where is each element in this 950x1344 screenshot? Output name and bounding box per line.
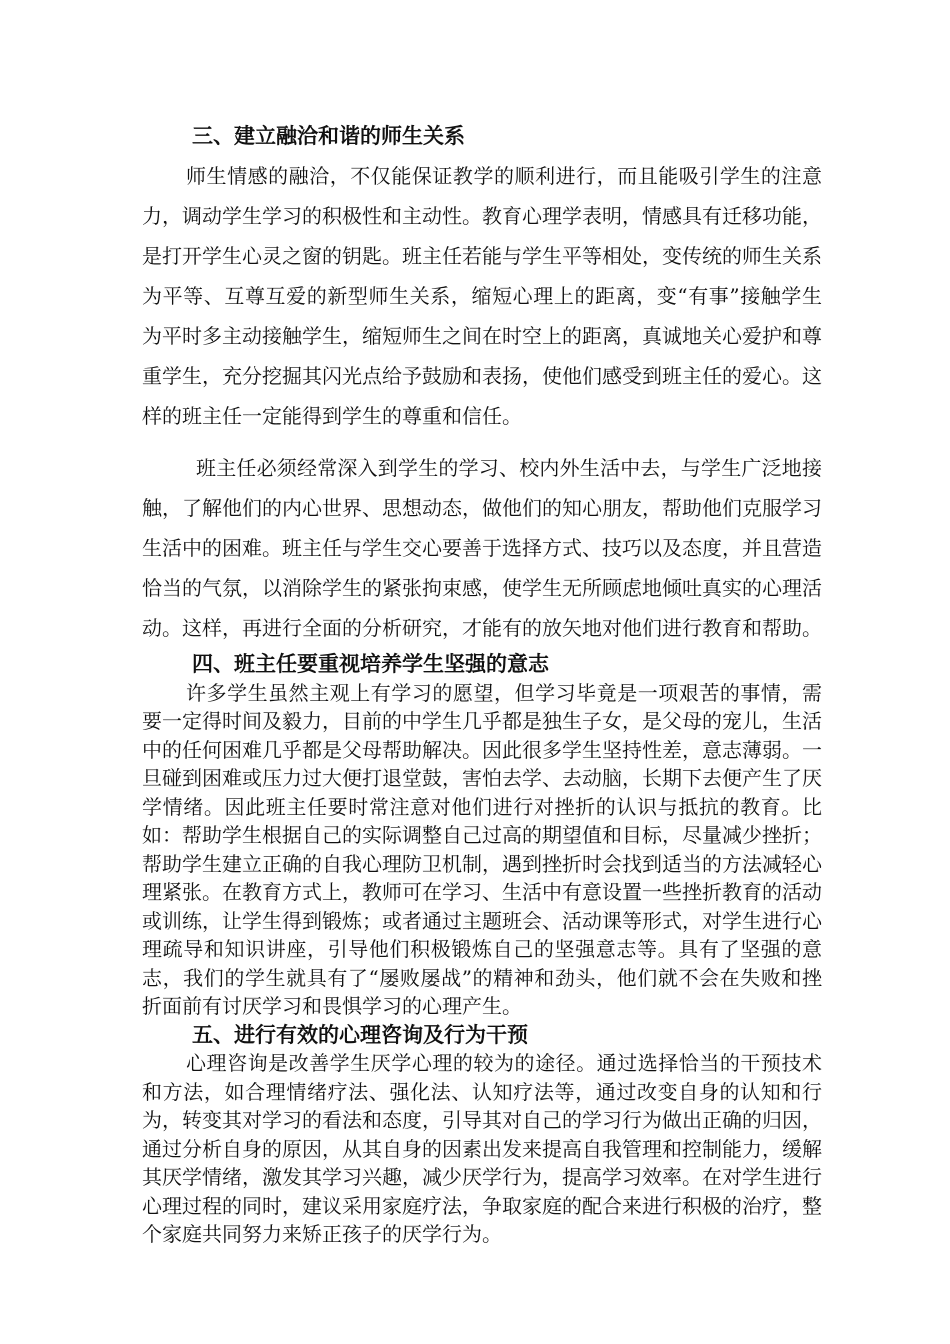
section-heading-5: 五、进行有效的心理咨询及行为干预 (192, 1022, 528, 1047)
section-heading-3: 三、建立融洽和谐的师生关系 (192, 124, 465, 148)
section-3-paragraph-1: 师生情感的融洽，不仅能保证教学的顺利进行，而且能吸引学生的注意力，调动学生学习的积极性和主动性。教育心理学表明，情感具有迁移功能，是打开学生心灵之窗的钥匙。班主任若能与学生平等相处，变传统的师生关系为平等、互尊互爱的新型师生关系，缩短心理上的距离，变“有事”接触学生为平时多主动接触学生，缩短师生之间在时空上的距离，真诚地关心爱护和尊重学生，充分挖掘其闪光点给予鼓励和表扬，使他们感受到班主任的爱心。这样的班主任一定能得到学生的尊重和信任。 (142, 164, 822, 428)
section-3-paragraph-2: 班主任必须经常深入到学生的学习、校内外生活中去，与学生广泛地接触，了解他们的内心世界、思想动态，做他们的知心朋友，帮助他们克服学习生活中的困难。班主任与学生交心要善于选择方式、技巧以及态度，并且营造恰当的气氛，以消除学生的紧张拘束感，使学生无所顾虑地倾吐真实的心理活动。这样，再进行全面的分析研究，才能有的放矢地对他们进行教育和帮助。 (142, 456, 822, 640)
section-4-paragraph-1: 许多学生虽然主观上有学习的愿望，但学习毕竟是一项艰苦的事情，需要一定得时间及毅力，目前的中学生几乎都是独生子女，是父母的宠儿，生活中的任何困难几乎都是父母帮助解决。因此很多学生坚持性差，意志薄弱。一旦碰到困难或压力过大便打退堂鼓，害怕去学、去动脑，长期下去便产生了厌学情绪。因此班主任要时常注意对他们进行对挫折的认识与抵抗的教育。比如：帮助学生根据自己的实际调整自己过高的期望值和目标，尽量减少挫折；帮助学生建立正确的自我心理防卫机制，遇到挫折时会找到适当的方法减轻心理紧张。在教育方式上，教师可在学习、生活中有意设置一些挫折教育的活动或训练，让学生得到锻炼；或者通过主题班会、活动课等形式，对学生进行心理疏导和知识讲座，引导他们积极锻炼自己的坚强意志等。具有了坚强的意志，我们的学生就具有了“屡败屡战”的精神和劲头，他们就不会在失败和挫折面前有讨厌学习和畏惧学习的心理产生。 (142, 680, 822, 1018)
section-5-paragraph-1: 心理咨询是改善学生厌学心理的较为的途径。通过选择恰当的干预技术和方法，如合理情绪疗法、强化法、认知疗法等，通过改变自身的认知和行为，转变其对学习的看法和态度，引导其对自己的学习行为做出正确的归因，通过分析自身的原因，从其自身的因素出发来提高自我管理和控制能力，缓解其厌学情绪，激发其学习兴趣，减少厌学行为，提高学习效率。在对学生进行心理过程的同时，建议采用家庭疗法，争取家庭的配合来进行积极的治疗，整个家庭共同努力来矫正孩子的厌学行为。 (142, 1051, 822, 1246)
section-heading-4: 四、班主任要重视培养学生坚强的意志 (192, 652, 549, 676)
document-page (142, 116, 822, 1249)
